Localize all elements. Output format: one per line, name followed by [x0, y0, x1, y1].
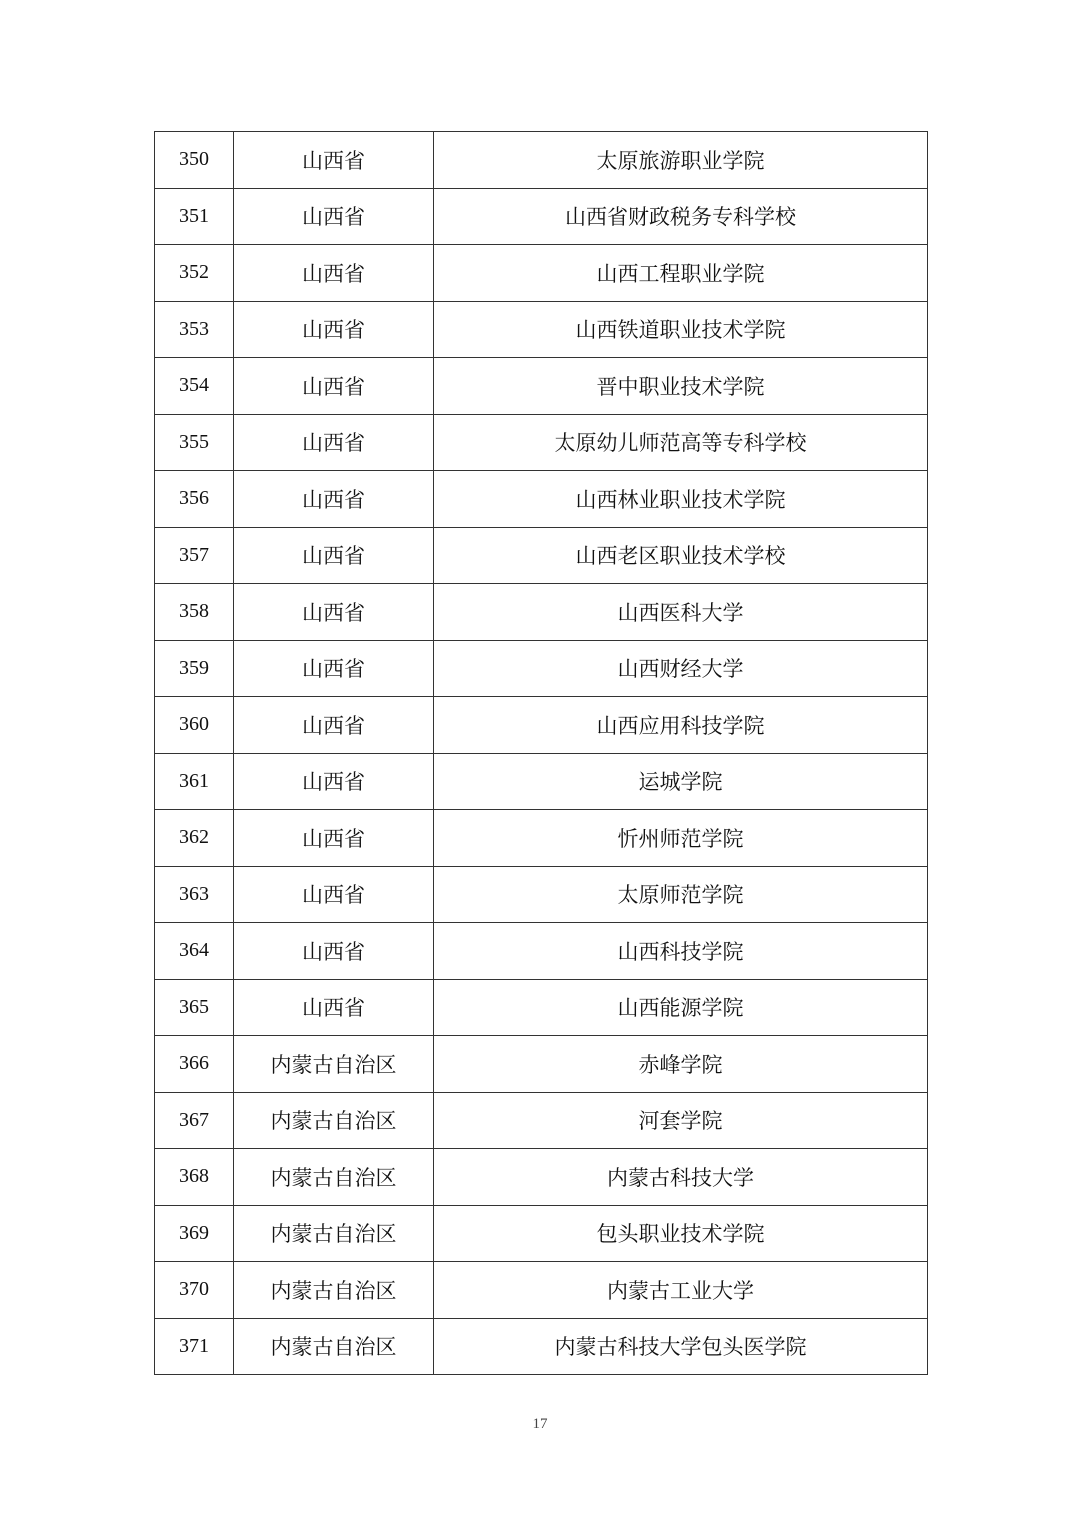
province-cell: 内蒙古自治区: [234, 1318, 434, 1375]
province-cell: 山西省: [234, 697, 434, 754]
school-name-cell: 山西科技学院: [434, 923, 928, 980]
row-number-cell: 366: [155, 1036, 234, 1093]
row-number-cell: 369: [155, 1205, 234, 1262]
row-number-cell: 360: [155, 697, 234, 754]
row-number-cell: 368: [155, 1149, 234, 1206]
school-name-cell: 山西林业职业技术学院: [434, 471, 928, 528]
table-row: [155, 1149, 928, 1206]
school-name-cell: 太原幼儿师范高等专科学校: [434, 414, 928, 471]
row-number-cell: 370: [155, 1262, 234, 1319]
province-cell: 山西省: [234, 979, 434, 1036]
province-cell: 内蒙古自治区: [234, 1205, 434, 1262]
row-number-cell: 367: [155, 1092, 234, 1149]
school-name-cell: 太原旅游职业学院: [434, 132, 928, 189]
province-cell: 山西省: [234, 527, 434, 584]
table-row: [155, 527, 928, 584]
province-cell: 山西省: [234, 753, 434, 810]
table-row: [155, 1036, 928, 1093]
table-row: [155, 414, 928, 471]
school-name-cell: 内蒙古科技大学: [434, 1149, 928, 1206]
table-row: [155, 132, 928, 189]
row-number-cell: 356: [155, 471, 234, 528]
table-row: [155, 1318, 928, 1375]
province-cell: 山西省: [234, 471, 434, 528]
table-row: [155, 245, 928, 302]
table-row: [155, 810, 928, 867]
row-number-cell: 358: [155, 584, 234, 641]
row-number-cell: 362: [155, 810, 234, 867]
school-name-cell: 山西老区职业技术学校: [434, 527, 928, 584]
row-number-cell: 351: [155, 188, 234, 245]
table-row: [155, 471, 928, 528]
province-cell: 山西省: [234, 188, 434, 245]
school-table: [154, 131, 928, 1375]
province-cell: 山西省: [234, 301, 434, 358]
school-name-cell: 内蒙古科技大学包头医学院: [434, 1318, 928, 1375]
province-cell: 山西省: [234, 414, 434, 471]
school-name-cell: 山西铁道职业技术学院: [434, 301, 928, 358]
table-row: [155, 188, 928, 245]
row-number-cell: 363: [155, 866, 234, 923]
table-row: [155, 923, 928, 980]
table-row: [155, 1262, 928, 1319]
row-number-cell: 354: [155, 358, 234, 415]
province-cell: 内蒙古自治区: [234, 1149, 434, 1206]
school-name-cell: 赤峰学院: [434, 1036, 928, 1093]
row-number-cell: 355: [155, 414, 234, 471]
school-name-cell: 山西工程职业学院: [434, 245, 928, 302]
table-row: [155, 753, 928, 810]
row-number-cell: 357: [155, 527, 234, 584]
table-body: [155, 132, 928, 1375]
school-name-cell: 太原师范学院: [434, 866, 928, 923]
page-number: 17: [532, 1416, 548, 1432]
table-row: [155, 866, 928, 923]
school-name-cell: 内蒙古工业大学: [434, 1262, 928, 1319]
province-cell: 山西省: [234, 245, 434, 302]
table-row: [155, 358, 928, 415]
school-name-cell: 山西应用科技学院: [434, 697, 928, 754]
row-number-cell: 359: [155, 640, 234, 697]
school-name-cell: 河套学院: [434, 1092, 928, 1149]
table-row: [155, 1092, 928, 1149]
row-number-cell: 350: [155, 132, 234, 189]
row-number-cell: 371: [155, 1318, 234, 1375]
table-row: [155, 640, 928, 697]
province-cell: 内蒙古自治区: [234, 1092, 434, 1149]
school-name-cell: 山西省财政税务专科学校: [434, 188, 928, 245]
province-cell: 山西省: [234, 866, 434, 923]
table-row: [155, 1205, 928, 1262]
province-cell: 山西省: [234, 923, 434, 980]
table-row: [155, 584, 928, 641]
school-name-cell: 山西财经大学: [434, 640, 928, 697]
province-cell: 山西省: [234, 640, 434, 697]
province-cell: 山西省: [234, 132, 434, 189]
school-name-cell: 包头职业技术学院: [434, 1205, 928, 1262]
row-number-cell: 352: [155, 245, 234, 302]
table-row: [155, 301, 928, 358]
row-number-cell: 353: [155, 301, 234, 358]
school-name-cell: 山西能源学院: [434, 979, 928, 1036]
row-number-cell: 364: [155, 923, 234, 980]
province-cell: 山西省: [234, 584, 434, 641]
province-cell: 内蒙古自治区: [234, 1262, 434, 1319]
province-cell: 山西省: [234, 358, 434, 415]
table-row: [155, 979, 928, 1036]
province-cell: 内蒙古自治区: [234, 1036, 434, 1093]
school-name-cell: 晋中职业技术学院: [434, 358, 928, 415]
row-number-cell: 365: [155, 979, 234, 1036]
school-name-cell: 运城学院: [434, 753, 928, 810]
table-row: [155, 697, 928, 754]
province-cell: 山西省: [234, 810, 434, 867]
school-name-cell: 山西医科大学: [434, 584, 928, 641]
row-number-cell: 361: [155, 753, 234, 810]
school-name-cell: 忻州师范学院: [434, 810, 928, 867]
